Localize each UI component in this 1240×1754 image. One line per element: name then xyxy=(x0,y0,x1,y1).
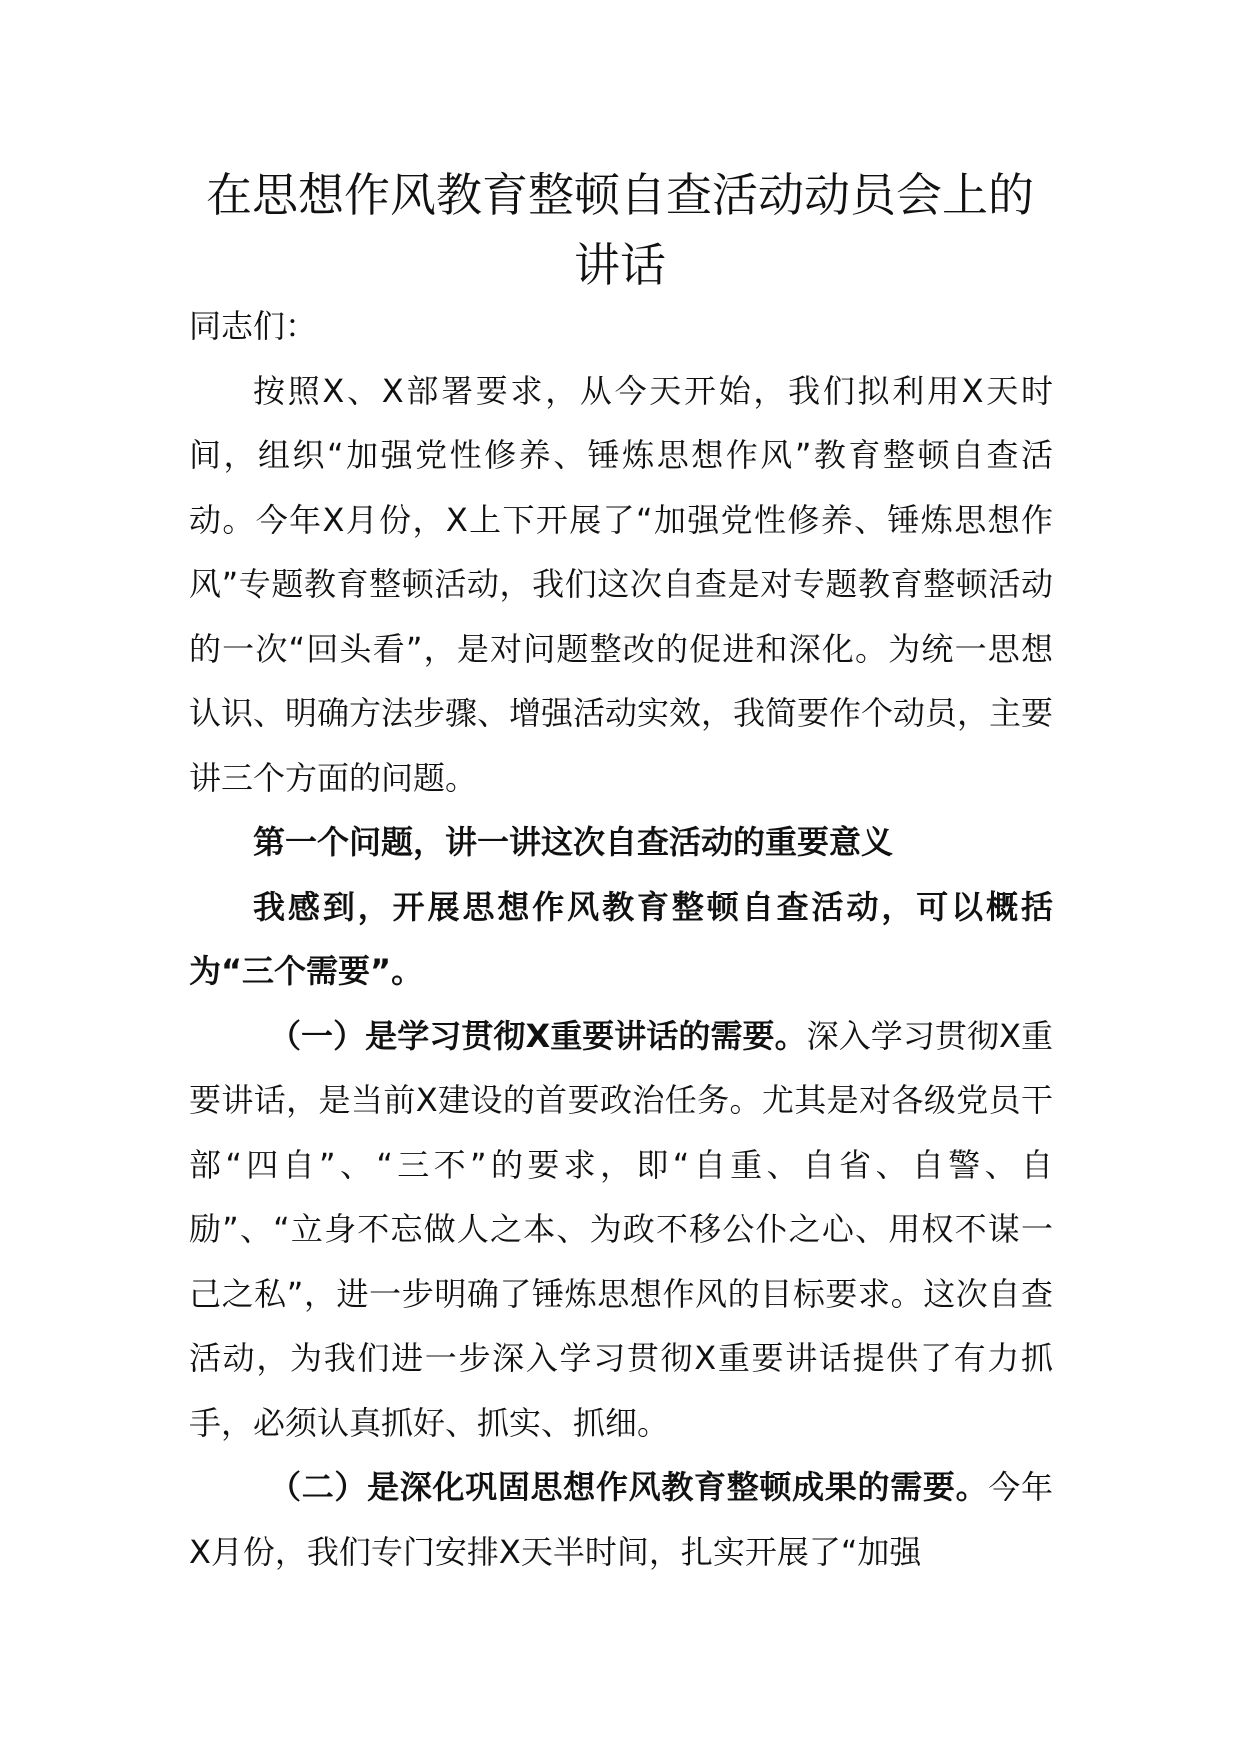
salutation: 同志们： xyxy=(189,307,318,345)
point-1-heading: （一）是学习贯彻X重要讲话的需要。 xyxy=(269,1016,807,1055)
point-2-paragraph xyxy=(189,1455,1053,1584)
document-title-line-2: 讲话 xyxy=(574,238,666,292)
point-2-heading: （二）是深化巩固思想作风教育整顿成果的需要。 xyxy=(269,1468,989,1506)
point-1-paragraph xyxy=(189,1004,1053,1456)
intro-paragraph: 按照X、X部署要求，从今天开始，我们拟利用X天时间，组织“加强党性修养、锤炼思想作风”教育整顿自查活动。今年X月份，X上下开展了“加强党性修养、锤炼思想作风”专题教育整顿活动，我们这次自查是对专题教育整顿活动的一次“回头看”，是对问题整改的促进和深化。为统一思想认识、明确方法步骤、增强活动实效，我简要作个动员，主要讲三个方面的问题。 xyxy=(189,371,1054,797)
summary-paragraph: 我感到，开展思想作风教育整顿自查活动，可以概括为“三个需要”。 xyxy=(189,887,1053,990)
document-title-line-1: 在思想作风教育整顿自查活动动员会上的 xyxy=(206,168,1034,222)
point-1-body: 深入学习贯彻X重要讲话，是当前X建设的首要政治任务。尤其是对各级党员干部“四自”、“三不”的要求，即“自重、自省、自警、自励”、“立身不忘做人之本、为政不移公仆之心、用权不谋一己之私”，进一步明确了锤炼思想作风的目标要求。这次自查活动，为我们进一步深入学习贯彻X重要讲话提供了有力抓手，必须认真抓好、抓实、抓细。 xyxy=(189,1016,1053,1442)
point-2-body: 今年X月份，我们专门安排X天半时间，扎实开展了“加强 xyxy=(189,1468,1053,1571)
section-heading-1: 第一个问题，讲一讲这次自查活动的重要意义 xyxy=(253,823,894,861)
document-body xyxy=(189,294,1053,1584)
